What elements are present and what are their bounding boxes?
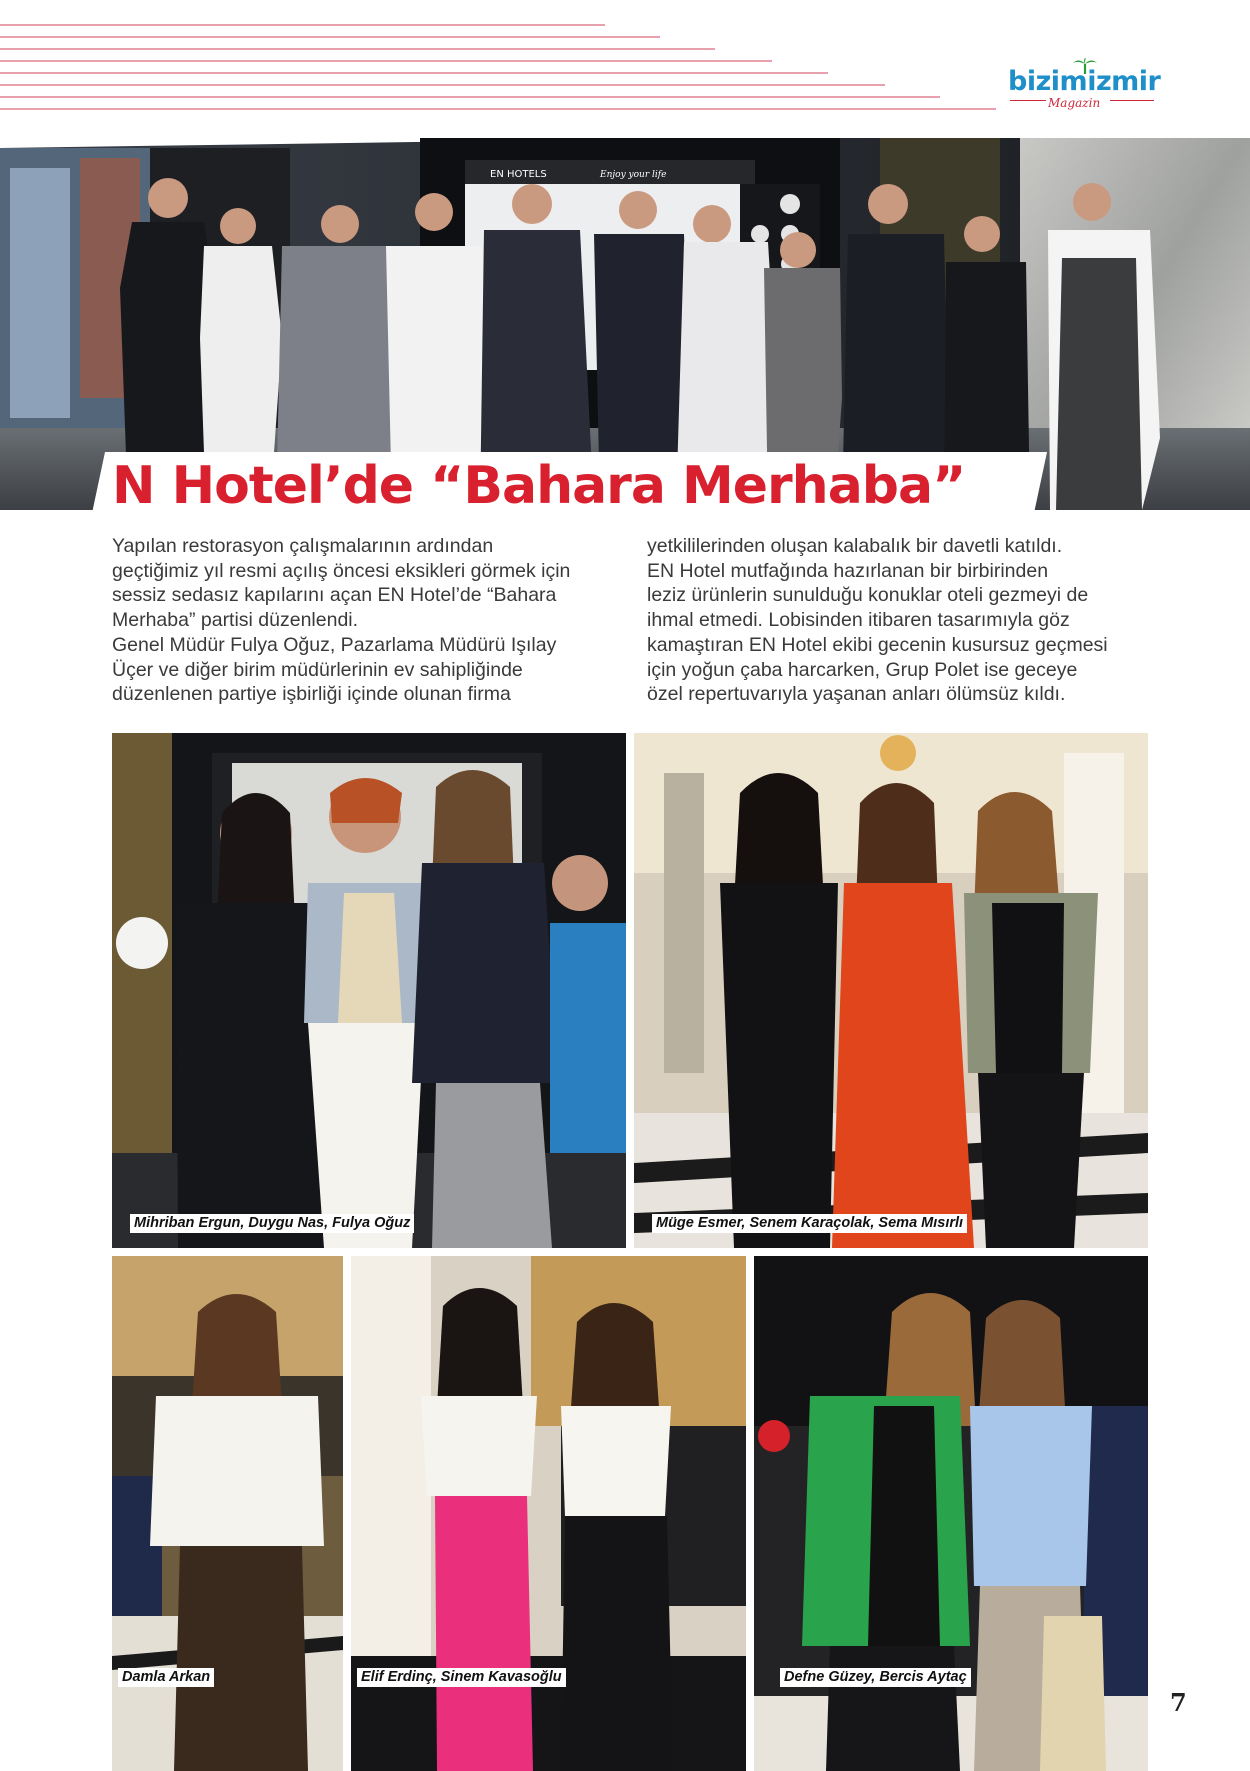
logo-underline-right [1110, 100, 1154, 101]
hero-screen-text-left: EN HOTELS [490, 169, 547, 180]
hero-screen-text-right: Enjoy your life [600, 170, 667, 180]
logo-text-bizim: bizim [1008, 66, 1088, 97]
header-stripes [0, 22, 1000, 112]
bizimizmir-logo [1008, 60, 1168, 120]
photo-3-caption: Damla Arkan [118, 1668, 214, 1687]
photo-4-caption: Elif Erdinç, Sinem Kavasoğlu [357, 1668, 566, 1687]
article-column-right [647, 534, 1147, 707]
photo-1-caption: Mihriban Ergun, Duygu Nas, Fulya Oğuz [130, 1214, 414, 1233]
photo-4 [351, 1256, 746, 1771]
article-text-right: yetkililerinden oluşan kalabalık bir davetli katıldı. EN Hotel mutfağında hazırlanan bir birbirinden leziz ürünlerin sunulduğu konuklar oteli gezmeyi de ihmal etmedi. Lobisinden itibaren tasarımıyla göz kamaştıran EN Hotel ekibi gecenin kusursuz geçmesi için yoğun çaba harcarken, Grup Polet ise geceye özel repertuvarıyla yaşanan anları ölümsüz kıldı. [647, 535, 1108, 706]
logo-text-izmir: izmir [1087, 66, 1161, 97]
photo-3 [112, 1256, 343, 1771]
photo-1 [112, 733, 626, 1248]
photo-2 [634, 733, 1148, 1248]
logo-wordmark [1008, 66, 1160, 97]
page-number: 7 [1170, 1688, 1187, 1717]
logo-subtitle: Magazin [1048, 96, 1101, 110]
photo-5 [754, 1256, 1148, 1771]
photo-5-caption: Defne Güzey, Bercis Aytaç [780, 1668, 971, 1687]
photo-2-caption: Müge Esmer, Senem Karaçolak, Sema Mısırlı [652, 1214, 967, 1233]
article-title: N Hotel’de “Bahara Merhaba” [112, 456, 966, 516]
logo-underline-left [1010, 100, 1046, 101]
article-column-left [112, 534, 612, 707]
article-text-left: Yapılan restorasyon çalışmalarının ardından geçtiğimiz yıl resmi açılış öncesi eksikleri görmek için sessiz sedasız kapılarını açan EN Hotel’de “Bahara Merhaba” partisi düzenlendi. Genel Müdür Fulya Oğuz, Pazarlama Müdürü Işılay Üçer ve diğer birim müdürlerinin ev sahipliğinde düzenlenen partiye işbirliği içinde olunan firma [112, 535, 571, 706]
